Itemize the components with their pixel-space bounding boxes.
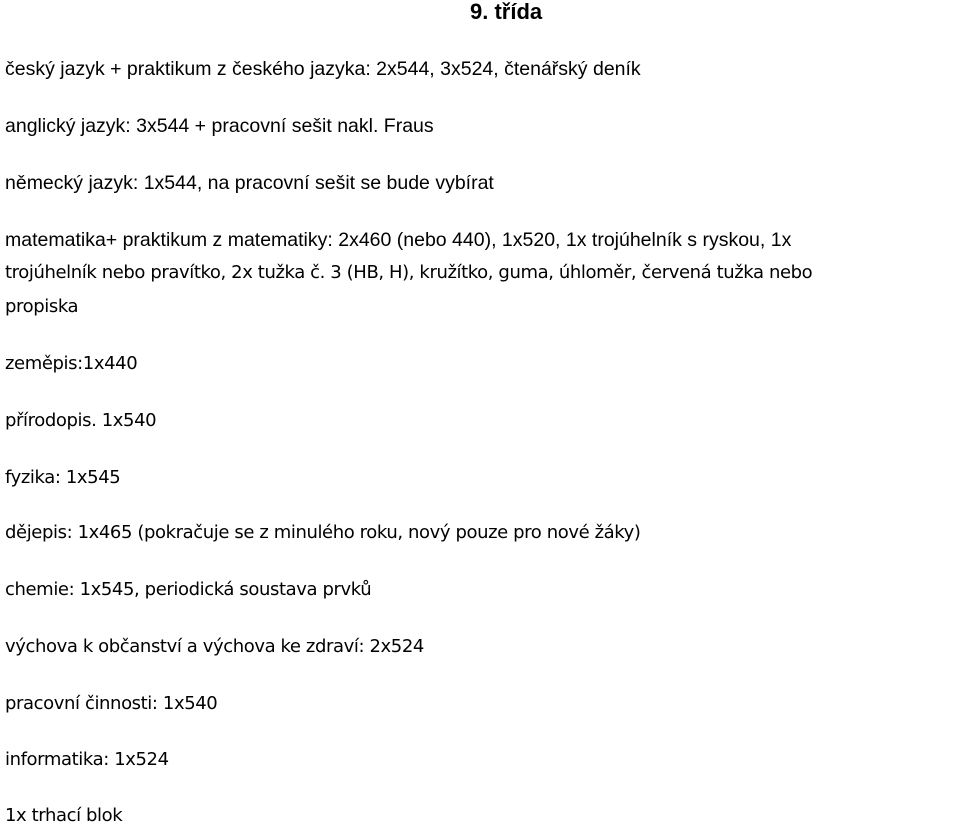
line-zemepis: zeměpis:1x440 — [5, 353, 138, 374]
line-matematika-3: propiska — [5, 296, 79, 317]
line-matematika-2: trojúhelník nebo pravítko, 2x tužka č. 3 (HB, H), kružítko, guma, úhloměr, červená tužka nebo — [5, 262, 813, 283]
line-pracovni-cinnosti: pracovní činnosti: 1x540 — [5, 693, 218, 714]
line-trhaci-blok: 1x trhací blok — [5, 805, 123, 826]
page-title: 9. třída — [470, 0, 543, 24]
line-fyzika: fyzika: 1x545 — [5, 467, 121, 488]
line-matematika-1: matematika+ praktikum z matematiky: 2x460 (nebo 440), 1x520, 1x trojúhelník s ryskou, 1x — [5, 229, 792, 251]
line-dejepis: dějepis: 1x465 (pokračuje se z minulého roku, nový pouze pro nové žáky) — [5, 522, 641, 543]
line-anglicky-jazyk: anglický jazyk: 3x544 + pracovní sešit nakl. Fraus — [5, 115, 434, 137]
line-prirodopis: přírodopis. 1x540 — [5, 410, 157, 431]
line-chemie: chemie: 1x545, periodická soustava prvků — [5, 579, 372, 600]
line-cesky-jazyk: český jazyk + praktikum z českého jazyka: 2x544, 3x524, čtenářský deník — [5, 58, 641, 80]
line-nemecky-jazyk: německý jazyk: 1x544, na pracovní sešit se bude vybírat — [5, 172, 494, 194]
line-informatika: informatika: 1x524 — [5, 749, 169, 770]
line-vychova: výchova k občanství a výchova ke zdraví: 2x524 — [5, 636, 424, 657]
